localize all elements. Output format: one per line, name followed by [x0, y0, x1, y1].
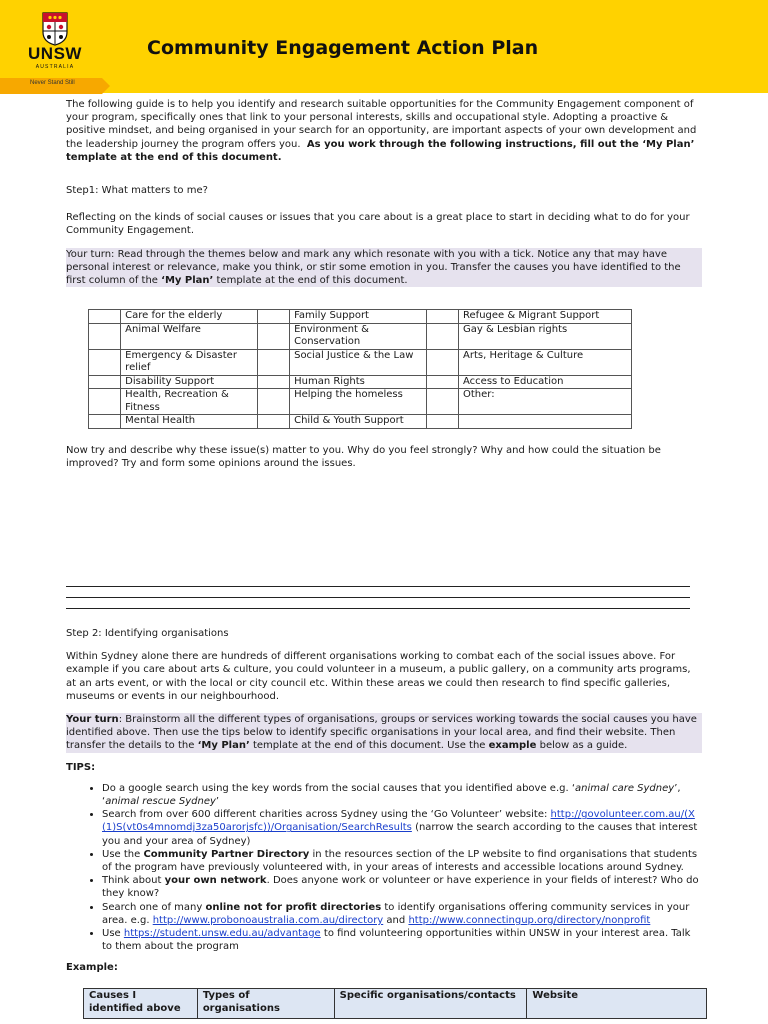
- writing-line[interactable]: [66, 586, 690, 597]
- tick-cell[interactable]: [257, 349, 289, 375]
- tick-cell[interactable]: [89, 349, 121, 375]
- cause-cell: Child & Youth Support: [290, 415, 427, 429]
- govolunteer-link[interactable]: http://govolunteer.com.au/(X(1)S(vt0s4mnomdj3za50arorjsfc))/Organisation/SearchResults: [102, 809, 695, 834]
- step2-block: [66, 627, 702, 975]
- describe-paragraph: Now try and describe why these issue(s) matter to you. Why do you feel strongly? Why and how could the situation be improved? Try and form some opinions around the issues.: [66, 445, 661, 470]
- document-body: [66, 98, 702, 287]
- cause-cell: Social Justice & the Law: [290, 349, 427, 375]
- cause-cell: Arts, Heritage & Culture: [459, 349, 632, 375]
- describe-block: [66, 444, 702, 470]
- tips-heading: TIPS:: [66, 761, 96, 773]
- tips-list: [66, 782, 702, 954]
- connectingup-link[interactable]: http://www.connectingup.org/directory/nonprofit: [408, 914, 651, 926]
- causes-row: [89, 375, 632, 389]
- example-column-header: Website: [527, 989, 707, 1019]
- tagline: Never Stand Still: [30, 80, 75, 86]
- tip-item: • Use https://student.unsw.edu.au/advantage to find volunteering opportunities within UNSW in your interest area. Talk to them about the program: [102, 927, 702, 953]
- unsw-logo: [26, 12, 86, 72]
- crest-icon: [42, 12, 68, 46]
- intro-paragraph: The following guide is to help you identify and research suitable opportunities for the Community Engagement component of your program, specifically ones that link to your personal interests, skills and occupational style. Adopting a proactive & positive mindset, and being organised in your search for an opportunity, are important aspects of your own development and the leadership journey the program offers you. As you work through the following instructions, fill out the ‘My Plan’ template at the end of this document.: [66, 99, 697, 163]
- step2-your-turn: Your turn: Brainstorm all the different types of organisations, groups or services working towards the social causes you have identified above. Then use the tips below to identify specific organisations in your local area, and find their website. Then transfer the details to the ‘My Plan’ template at the end of this document. Use the example below as a guide.: [66, 713, 702, 753]
- step1-heading: Step1: What matters to me?: [66, 185, 208, 197]
- tip-item: • Search from over 600 different charities across Sydney using the ‘Go Volunteer’ website: http://govolunteer.com.au/(X(1)S(vt0s4mnomdj3za50arorjsfc))/Organisation/SearchResults (narrow the search according to the causes that interest you and your area of Sydney): [102, 808, 702, 848]
- causes-row: [89, 349, 632, 375]
- header-band: [0, 0, 768, 93]
- example-heading: Example:: [66, 962, 118, 974]
- cause-cell: Human Rights: [290, 375, 427, 389]
- tick-cell[interactable]: [426, 389, 458, 415]
- cause-cell: [459, 415, 632, 429]
- tick-cell[interactable]: [426, 349, 458, 375]
- tick-cell[interactable]: [257, 323, 289, 349]
- tick-cell[interactable]: [89, 323, 121, 349]
- tick-cell[interactable]: [89, 375, 121, 389]
- step2-paragraph: Within Sydney alone there are hundreds of different organisations working to combat each of the social issues above. For example if you care about arts & culture, you could volunteer in a museum, a public gallery, on a community arts programs, at an arts event, or with the local or city council etc. Within these areas we could then research to find specific galleries, museums or events in our neighbourhood.: [66, 651, 691, 702]
- logo-sub: AUSTRALIA: [35, 64, 75, 70]
- cause-cell: Emergency & Disaster relief: [121, 349, 258, 375]
- tick-cell[interactable]: [257, 375, 289, 389]
- tip-item: • Do a google search using the key words from the social causes that you identified above e.g. ‘animal care Sydney’, ‘animal rescue Sydney’: [102, 782, 702, 808]
- example-column-header: Types of organisations: [197, 989, 334, 1019]
- tick-cell[interactable]: [257, 310, 289, 324]
- unsw-advantage-link[interactable]: https://student.unsw.edu.au/advantage: [123, 928, 321, 940]
- cause-cell: Refugee & Migrant Support: [459, 310, 632, 324]
- step1-paragraph: Reflecting on the kinds of social causes or issues that you care about is a great place to start in deciding what to do for your Community Engagement.: [66, 212, 690, 237]
- causes-row: [89, 415, 632, 429]
- tip-item: • Think about your own network. Does anyone work or volunteer or have experience in your fields of interest? Who do they know?: [102, 874, 702, 900]
- tick-cell[interactable]: [426, 375, 458, 389]
- cause-cell: Mental Health: [121, 415, 258, 429]
- cause-cell: Animal Welfare: [121, 323, 258, 349]
- writing-line[interactable]: [66, 597, 690, 608]
- tick-cell[interactable]: [426, 323, 458, 349]
- example-table: [83, 988, 707, 1019]
- causes-row: [89, 389, 632, 415]
- logo-word: UNSW: [28, 44, 82, 63]
- example-column-header: Specific organisations/contacts: [334, 989, 527, 1019]
- probono-link[interactable]: http://www.probonoaustralia.com.au/directory: [152, 914, 384, 926]
- tick-cell[interactable]: [89, 310, 121, 324]
- writing-line[interactable]: [66, 608, 690, 619]
- cause-cell: Environment & Conservation: [290, 323, 427, 349]
- cause-cell: Gay & Lesbian rights: [459, 323, 632, 349]
- cause-cell: Family Support: [290, 310, 427, 324]
- page-title: Community Engagement Action Plan: [147, 37, 539, 59]
- example-column-header: Causes I identified above: [84, 989, 198, 1019]
- causes-row: [89, 310, 632, 324]
- step1-your-turn: Your turn: Read through the themes below and mark any which resonate with you with a tick. Notice any that may have personal interest or relevance, make you think, or stir some emotion in you. Transfer the causes you have identified to the first column of the ‘My Plan’ template at the end of this document.: [66, 248, 702, 288]
- tick-cell[interactable]: [257, 415, 289, 429]
- tick-cell[interactable]: [426, 415, 458, 429]
- causes-table: [88, 309, 632, 429]
- cause-cell: Disability Support: [121, 375, 258, 389]
- step2-heading: Step 2: Identifying organisations: [66, 628, 229, 639]
- causes-row: [89, 323, 632, 349]
- tip-item: • Use the Community Partner Directory in the resources section of the LP website to find organisations that students of the program have previously volunteered with, in your areas of interests and accessible locations around Sydney.: [102, 848, 702, 874]
- writing-lines: [66, 586, 690, 619]
- cause-cell: Access to Education: [459, 375, 632, 389]
- tick-cell[interactable]: [89, 389, 121, 415]
- tick-cell[interactable]: [426, 310, 458, 324]
- tick-cell[interactable]: [257, 389, 289, 415]
- cause-cell: Helping the homeless: [290, 389, 427, 415]
- cause-cell: Other:: [459, 389, 632, 415]
- cause-cell: Care for the elderly: [121, 310, 258, 324]
- cause-cell: Health, Recreation & Fitness: [121, 389, 258, 415]
- tick-cell[interactable]: [89, 415, 121, 429]
- tip-item: • Search one of many online not for profit directories to identify organisations offering community services in your area. e.g. http://www.probonoaustralia.com.au/directory and http://www.connectingup.org/directory/nonprofit: [102, 901, 702, 927]
